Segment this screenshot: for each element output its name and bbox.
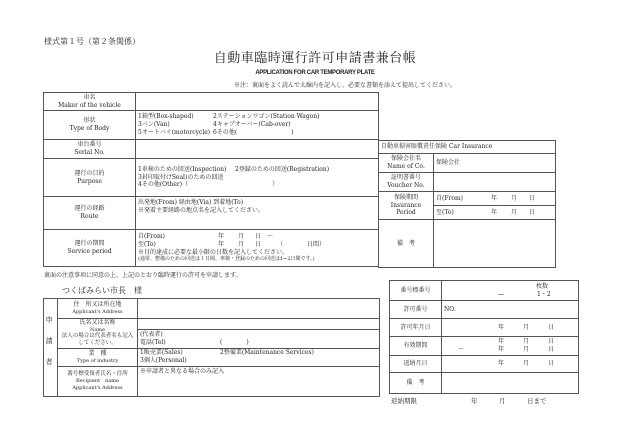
valid-from-month: 月 [523, 338, 530, 346]
applicant-side-label: 申請者 [45, 315, 54, 379]
office-use-table [389, 280, 579, 394]
return-date-field[interactable] [442, 356, 579, 373]
purpose-label-en: Purpose [77, 177, 102, 185]
period-note-1: ※目的達成に必要な最小限の日数を記入してください。 [138, 248, 289, 256]
insurance-to: 至(To) [436, 208, 454, 216]
purpose-option-1[interactable]: 1車検のための回送(Inspection) [138, 165, 227, 173]
maker-label: 車名 [83, 93, 96, 101]
body-options[interactable] [136, 111, 379, 140]
route-line-2: ※発着主要経路の地点名を記入してください。 [138, 206, 265, 214]
body-label-en: Type of Body [69, 125, 110, 132]
voucher-label-en: Voucher No. [387, 182, 425, 189]
name-note-1: 法人の場合は代表者名も記入 [61, 333, 134, 340]
return-date-label: 返納月日 [390, 356, 442, 373]
sheets-value: 1・2 [537, 290, 551, 298]
route-line-1: 出発地(From) 経由地(Via) 到着地(To) [138, 199, 244, 206]
valid-to-month: 月 [523, 346, 530, 353]
tel-label: 電話(Tel) [140, 338, 166, 346]
permit-year: 年 [498, 323, 505, 331]
period-to-month: 月 [238, 240, 245, 248]
purpose-row [44, 159, 379, 197]
permit-day: 日 [548, 323, 555, 331]
consent-statement: 裏面の注意事項に同意の上、上記のとおり臨時運行の許可を申請します。 [44, 272, 242, 279]
recipient-label-en-2: Applicant's Address [72, 384, 123, 391]
insurance-to-year: 年 [491, 208, 498, 216]
sheets-label: 枚数 [536, 282, 549, 290]
serial-row [44, 140, 379, 159]
insurance-period-label: 保険期間 [393, 193, 418, 201]
period-label: 運行の期間 [74, 240, 105, 248]
insurance-from-year: 年 [491, 194, 498, 202]
insurance-header: 自動車損害賠償責任保険 Car Insurance [379, 141, 556, 154]
period-days: （ 日間） [277, 240, 326, 248]
recipient-field[interactable] [138, 366, 380, 396]
recipient-note: ※申請者と異なる場合のみ記入 [140, 367, 225, 375]
body-option-1[interactable]: 1箱型(Box-shaped) [138, 113, 194, 121]
valid-from-year: 年 [498, 338, 505, 346]
insurance-remarks-field[interactable] [434, 220, 556, 268]
return-year: 年 [498, 360, 505, 368]
body-option-2[interactable]: 2ステーションワゴン(Station Wagon) [213, 113, 320, 121]
valid-tilde: ～ [458, 346, 465, 353]
deadline-year: 年 [471, 397, 478, 405]
maker-label-en: Maker of the vehicle [58, 101, 121, 109]
insurance-from-month: 月 [511, 194, 518, 202]
insurance-company-label: 保険会社名 [390, 155, 421, 163]
representative-field[interactable] [138, 330, 380, 348]
return-month: 月 [523, 360, 530, 368]
purpose-option-2[interactable]: 2登録のための回送(Registration) [235, 165, 330, 173]
plate-number-field[interactable] [442, 281, 579, 301]
serial-label-en: Serial No. [74, 149, 105, 156]
voucher-label: 証明書番号 [390, 174, 421, 182]
period-to-year: 年 [218, 240, 225, 248]
maker-label-cell [44, 93, 136, 111]
period-note-2: (通常、整備のための回送は１日間、車検・登録のための回送は1~2日間です。) [138, 256, 315, 263]
industry-option-3[interactable]: 3個人(Personal) [140, 357, 187, 365]
period-row [44, 230, 379, 267]
address-field[interactable] [138, 299, 380, 319]
body-option-5[interactable]: 5オートバイ(motorcycle) [138, 128, 211, 136]
name-note-2: してください。 [78, 340, 117, 347]
deadline-month: 月 [499, 397, 506, 405]
industry-option-1[interactable]: 1販売業(Sales) [140, 349, 183, 357]
permit-date-field[interactable] [442, 319, 579, 337]
serial-label: 車台番号 [77, 141, 102, 149]
insurance-from-field[interactable] [434, 192, 556, 206]
body-option-6[interactable]: 6その他( ) [213, 128, 294, 136]
valid-to-day: 日 [548, 346, 555, 353]
industry-option-2[interactable]: 2整備業(Maintenance Services) [220, 349, 314, 357]
name-field[interactable] [138, 319, 380, 330]
industry-label-en: Type of industry [76, 357, 119, 364]
maker-row [44, 93, 379, 111]
insurance-to-day: 日 [529, 208, 536, 216]
permit-number-label: 許可番号 [390, 301, 442, 319]
valid-period-field[interactable] [442, 337, 579, 356]
insurance-period-label-en-1: Insurance [390, 201, 422, 209]
insurance-to-month: 月 [511, 208, 518, 216]
permit-month: 月 [523, 323, 530, 331]
purpose-options[interactable] [136, 159, 379, 197]
subtitle-english: APPLICATION FOR CAR TEMPORARY PLATE [255, 70, 375, 76]
body-option-4[interactable]: 4キャブオーバー(Cab-over) [213, 121, 291, 129]
insurance-from: 自(From) [436, 194, 464, 202]
recipient-label-en-1: Recipient name [75, 378, 119, 385]
route-label: 運行の経路 [74, 205, 105, 213]
industry-label: 業 種 [88, 349, 107, 357]
insurance-period-label-en-2: Period [396, 209, 416, 217]
plate-number-label: 番号標番号 [390, 281, 442, 301]
insurance-company-field[interactable]: 保険会社 [434, 154, 556, 173]
valid-from-day: 日 [548, 338, 555, 346]
insurance-remarks-label: 備 考 [379, 220, 434, 268]
serial-field[interactable] [136, 140, 379, 159]
period-to: 至(To) [138, 240, 156, 248]
purpose-label: 運行の目的 [74, 169, 105, 177]
period-from-year: 年 [218, 233, 225, 241]
route-field[interactable] [136, 197, 379, 230]
applicant-table [43, 298, 380, 397]
body-option-3[interactable]: 3バン(Van) [138, 121, 170, 129]
period-field[interactable] [136, 230, 379, 267]
period-tilde: ～ [267, 233, 274, 241]
deadline-until: 日まで [527, 397, 547, 405]
return-deadline [391, 396, 547, 405]
plate-dash: ― [498, 290, 504, 298]
voucher-field[interactable] [434, 173, 556, 192]
name-label: 氏名又は名称 [79, 319, 116, 326]
office-remarks-label: 備 考 [390, 373, 442, 394]
period-from-month: 月 [238, 233, 245, 241]
return-deadline-label: 返納期限 [391, 397, 417, 405]
name-label-en: Name [89, 326, 106, 333]
permit-date-label: 許可年月日 [390, 319, 442, 337]
period-from: 自(From) [138, 233, 166, 241]
body-label: 形状 [83, 117, 96, 125]
period-label-en: Service period [67, 248, 112, 255]
return-day: 日 [548, 360, 555, 368]
office-remarks-field[interactable] [442, 373, 579, 394]
period-to-day: 日 [255, 240, 262, 248]
insurance-to-field[interactable] [434, 206, 556, 220]
insurance-company-label-en: Name of Co. [387, 163, 425, 170]
period-from-day: 日 [255, 233, 262, 241]
insurance-table [378, 140, 556, 268]
recipient-label: 番号標受領者氏名・住所 [67, 371, 128, 377]
insurance-from-day: 日 [529, 194, 536, 202]
tel-paren: ( ) [220, 338, 249, 346]
valid-period-label: 有効期間 [390, 337, 442, 356]
representative-label: (代表者) [140, 331, 163, 339]
mayor-addressee: つくばみらい市長 様 [62, 286, 142, 295]
maker-field[interactable] [136, 93, 379, 111]
purpose-option-3[interactable]: 3封印取付けSeal)のための回送 [138, 173, 224, 181]
body-row [44, 111, 379, 140]
address-label: 住 所又は所在地 [73, 301, 122, 309]
form-number: 様式第１号（第２条関係） [44, 37, 140, 46]
page-title: 自動車臨時運行許可申請書兼台帳 [213, 51, 417, 66]
route-row [44, 197, 379, 230]
industry-options[interactable] [138, 348, 380, 366]
route-label-en: Route [80, 213, 99, 220]
address-label-en: Applicant's Address [72, 309, 123, 316]
instruction-note: ※注：裏面をよく読んで太線内を記入し、必要な書類を添えて提出してください。 [233, 82, 456, 89]
vehicle-table [43, 92, 379, 267]
permit-number-field[interactable]: NO. [442, 301, 579, 319]
purpose-option-4[interactable]: 4その他(Other)（ ） [138, 181, 279, 189]
valid-to-year: 年 [498, 346, 505, 353]
